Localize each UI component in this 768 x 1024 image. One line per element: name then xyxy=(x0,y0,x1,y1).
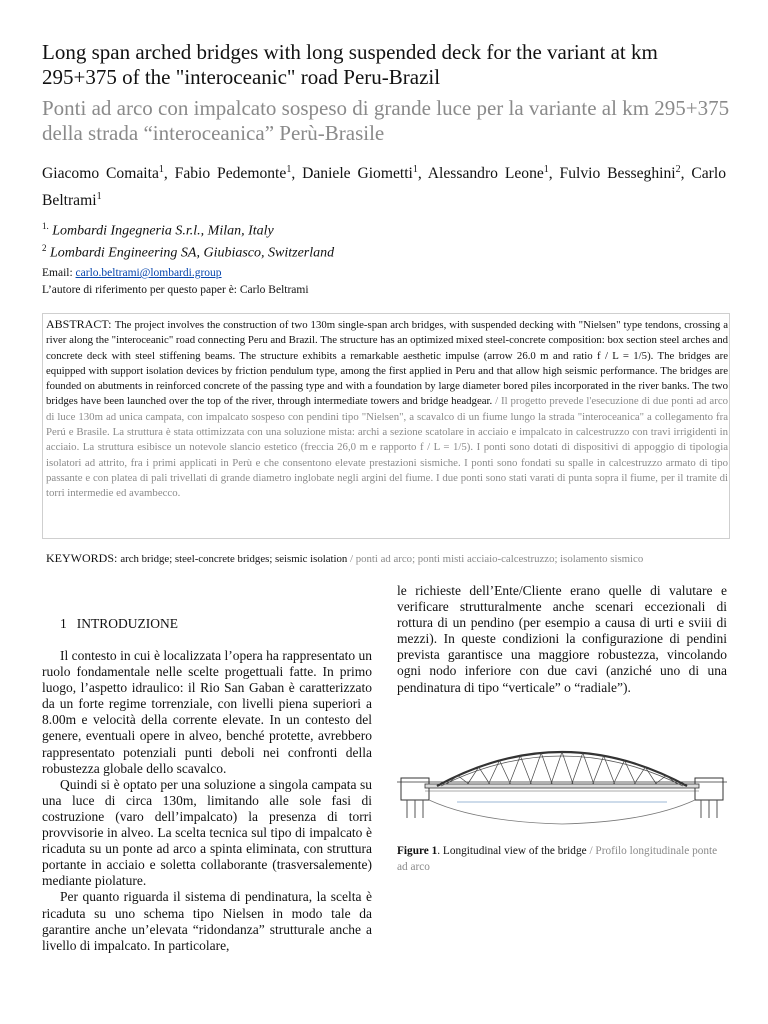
affiliation-2 xyxy=(42,238,334,264)
abstract-english: The project involves the construction of two 130m single-span arch bridges, with suspended decking with "Nielsen" type tendons, crossing a river along the "interoceanic" road connecting Peru and Brazil. The structure has an optimized mixed steel-concrete composition: box section steel arches and concrete deck with steel stiffening beams. The structure exhibits a remarkable aesthetic impulse (arrow 26.0 m and ratio f / L = 1/5). The bridges are equipped with support isolation devices by friction pendulum type, among the first applied in Peru and that allow high seismic performance. The bridges are founded on abutments in reinforced concrete of the passing type and with a foundation by large diameter bored piles incorporated in the river banks. The two bridges have been launched over the top of the river, through intermediate towers and bridge headgear. xyxy=(46,319,728,408)
body-paragraph: Il contesto in cui è localizzata l’opera ha rappresentato un ruolo fondamentale nelle scelte progettuali fatte. In primo luogo, l’aspetto idraulico: il Rio San Gaban è caratterizzato da un forte regime torrenziale, con livelli piena superiori a 8.00m e velocità della corrente elevate. In un contesto del genere, eventuali opere in alveo, benché protette, avrebbero rappresentato potenziali punti deboli nei confronti della robustezza globale dello scavalco. xyxy=(42,648,372,776)
hanger xyxy=(604,756,615,784)
abstract-label: ABSTRACT: xyxy=(46,317,115,331)
author-name: Alessandro Leone xyxy=(427,165,544,183)
author-affiliation-mark: 1 xyxy=(158,164,164,175)
keywords xyxy=(46,551,728,567)
author-affiliation-mark: 1 xyxy=(286,164,292,175)
hanger xyxy=(520,756,531,784)
abstract xyxy=(46,317,728,502)
hanger xyxy=(562,752,573,784)
figure-caption xyxy=(397,843,727,875)
right-column xyxy=(397,583,727,696)
affiliation-text: Lombardi Ingegneria S.r.l., Milan, Italy xyxy=(48,223,274,239)
hanger xyxy=(634,767,645,784)
paper-title-italian: Ponti ad arco con impalcato sospeso di grande luce per la variante al km 295+375 della strada “interoceanica” Perù-Brasile xyxy=(42,96,730,145)
section-title: INTRODUZIONE xyxy=(76,616,178,631)
abstract-italian: Il progetto prevede l'esecuzione di due ponti ad arco di luce 130m ad unica campata, con impalcato sospeso con pendini tipo "Nielsen", a scavalco di un fiume lungo la strada "interoceanica" a collegamento fra Perú e Brasile. La struttura è stata ottimizzata con una soluzione mista: archi a sezione scatolare in acciaio e impalcato in calcestruzzo con travi irrigidenti in acciaio. La struttura esibisce un notevole slancio estetico (freccia 26,0 m e rapporto f / L = 1/5). I ponti sono dotati di dispositivi di appoggio di tipologia isolatori ad attrito, fra i primi applicati in Perù e che consentono elevate prestazioni sismiche. I ponti sono fondati su spalle in calcestruzzo armato di tipo passante e con platea di pali trivellati di grande diametro inglobate negli argini del fiume. I due ponti sono stati varati di punta sopra il fiume, per il tramite di torri intermedie ed avambecco. xyxy=(46,395,729,500)
hanger xyxy=(458,776,469,784)
hanger xyxy=(572,753,583,784)
affiliation-text: Lombardi Engineering SA, Giubiasco, Switzerland xyxy=(46,245,335,261)
left-abutment xyxy=(401,778,429,800)
keywords-italian: ponti ad arco; ponti misti acciaio-calcestruzzo; isolamento sismico xyxy=(355,553,644,565)
author-name: Carlo Beltrami xyxy=(42,165,726,210)
caption-separator: / xyxy=(586,845,596,857)
keywords-separator: / xyxy=(347,553,356,565)
abstract-separator: / xyxy=(492,395,501,408)
section-number: 1 xyxy=(60,616,67,631)
hanger xyxy=(509,756,520,784)
corresponding-author: L’autore di riferimento per questo paper è: Carlo Beltrami xyxy=(42,284,309,296)
author-name: Fabio Pedemonte xyxy=(174,165,287,183)
arch-outer xyxy=(437,752,687,786)
hanger xyxy=(593,756,604,784)
author-affiliation-mark: 1 xyxy=(543,164,549,175)
body-paragraph: Per quanto riguarda il sistema di pendinatura, la scelta è ricaduta su uno schema tipo Nielsen in modo tale da garantire anche un’elevata “ridondanza” strutturale anche a livello di impalcato. In particolare, xyxy=(42,889,372,953)
river-bed xyxy=(429,800,695,824)
keywords-english: arch bridge; steel-concrete bridges; seismic isolation xyxy=(120,553,348,565)
author-name: Giacomo Comaita xyxy=(42,165,159,183)
keywords-label: KEYWORDS: xyxy=(46,551,121,565)
hanger xyxy=(655,776,666,784)
bridge-longitudinal-figure xyxy=(397,740,727,832)
hanger xyxy=(541,753,552,784)
author-name: Fulvio Besseghini xyxy=(559,165,676,183)
paper-title-english: Long span arched bridges with long suspended deck for the variant at km 295+375 of the "interoceanic" road Peru-Brazil xyxy=(42,40,658,89)
body-paragraph: le richieste dell’Ente/Cliente erano quelle di valutare e verificare strutturalmente anche scenari eccezionali di rottura di un pendino (per esempio a causa di urti e sviii di mezzi). In queste condizioni la configurazione di pendini prevista garantisce una maggiore robustezza, vincolando ogni nodo inferiore con due cavi (anziché uno di una pendinatura di tipo “verticale” o “radiale”). xyxy=(397,583,727,695)
author-affiliation-mark: 1 xyxy=(96,191,102,203)
email-label: Email: xyxy=(42,267,76,279)
section-heading xyxy=(60,616,178,632)
email-link[interactable]: carlo.beltrami@lombardi.group xyxy=(75,267,222,279)
hanger xyxy=(479,767,490,784)
left-column xyxy=(42,648,372,954)
author-affiliation-mark: 2 xyxy=(675,164,681,175)
body-paragraph: Quindi si è optato per una soluzione a singola campata su una luce di circa 130m, limitando alle sole fasi di costruzione (varo dell’impalcato) la presenza di torri provvisorie in alveo. La scelta tecnica sul tipo di impalcato è ricaduta su un ponte ad arco a spinta eliminata, con struttura portante in acciaio e soletta collaborante (trasversalemente) mediante piolature. xyxy=(42,776,372,889)
bridge-deck xyxy=(425,784,699,788)
affiliation-mark: 2 xyxy=(42,243,47,253)
nielsen-hangers xyxy=(447,752,677,784)
author-list: Giacomo Comaita$^1$, Fabio Pedemonte$^1$, Daniele Giometti$^1$, Alessandro Leone$^1$, Fulvio Besseghini$^2$, Carlo Beltrami$^1$ xyxy=(42,164,726,210)
author-name: Daniele Giometti xyxy=(302,165,413,183)
email-line xyxy=(42,265,222,281)
right-abutment xyxy=(695,778,723,800)
affiliation-mark: 1. xyxy=(42,221,49,231)
caption-english: . Longitudinal view of the bridge xyxy=(437,845,587,857)
hanger xyxy=(614,761,625,785)
caption-italian: Profilo longitudinale ponte ad arco xyxy=(397,845,718,873)
hanger xyxy=(551,752,562,784)
figure-label: Figure 1 xyxy=(397,845,438,857)
author-affiliation-mark: 1 xyxy=(412,164,418,175)
hanger xyxy=(500,761,511,785)
